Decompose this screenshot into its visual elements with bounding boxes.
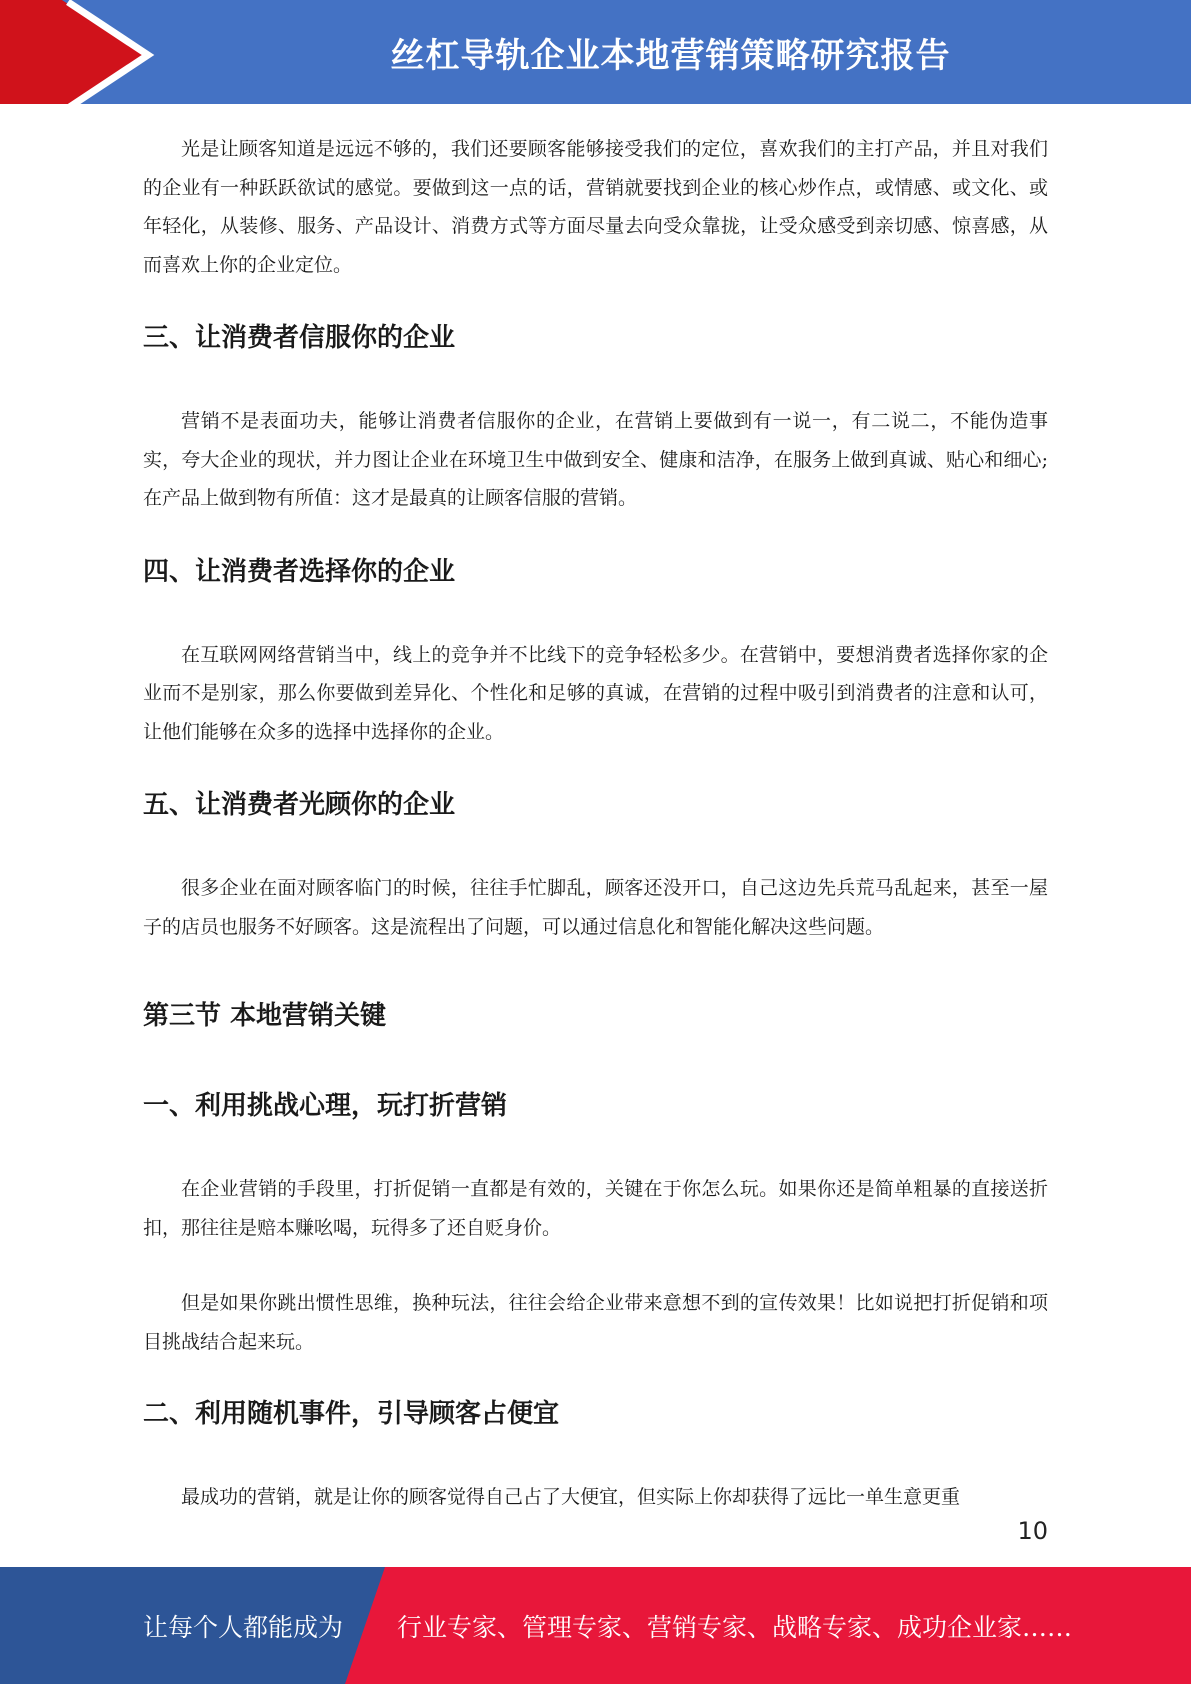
document-body	[143, 130, 1048, 1517]
document-title: 丝杠导轨企业本地营销策略研究报告	[390, 35, 951, 76]
paragraph-challenge: 但是如果你跳出惯性思维，换种玩法，往往会给企业带来意想不到的宣传效果！比如说把打折促销和项目挑战结合起来玩。	[143, 1292, 1048, 1353]
section-heading-4: 四、让消费者选择你的企业	[143, 556, 456, 587]
section-heading-5: 五、让消费者光顾你的企业	[143, 790, 456, 820]
paragraph-random-event: 最成功的营销，就是让你的顾客觉得自己占了大便宜，但实际上你却获得了远比一单生意更重	[181, 1486, 961, 1508]
chapter-section-heading: 第三节 本地营销关键	[143, 1001, 387, 1031]
footer-slogan-right: 行业专家、管理专家、营销专家、战略专家、成功企业家……	[397, 1612, 1073, 1642]
paragraph-intro: 光是让顾客知道是远远不够的，我们还要顾客能够接受我们的定位，喜欢我们的主打产品，并且对我们的企业有一种跃跃欲试的感觉。要做到这一点的话，营销就要找到企业的核心炒作点，或情感、或文化、或年轻化，从装修、服务、产品设计、消费方式等方面尽量去向受众靠拢，让受众感受到亲切感、惊喜感，从而喜欢上你的企业定位。	[143, 138, 1048, 276]
paragraph-trust: 营销不是表面功夫，能够让消费者信服你的企业，在营销上要做到有一说一，有二说二，不能伪造事实，夸大企业的现状，并力图让企业在环境卫生中做到安全、健康和洁净，在服务上做到真诚、贴心和细心;在产品上做到物有所值：这才是最真的让顾客信服的营销。	[143, 410, 1048, 509]
paragraph-discount: 在企业营销的手段里，打折促销一直都是有效的，关键在于你怎么玩。如果你还是简单粗暴的直接送折扣，那往往是赔本赚吆喝，玩得多了还自贬身价。	[143, 1178, 1048, 1239]
footer-slogan-left: 让每个人都能成为	[143, 1612, 344, 1642]
page-footer	[0, 1567, 1191, 1684]
paragraph-choose: 在互联网网络营销当中，线上的竞争并不比线下的竞争轻松多少。在营销中，要想消费者选择你家的企业而不是别家，那么你要做到差异化、个性化和足够的真诚，在营销的过程中吸引到消费者的注意和认可，让他们能够在众多的选择中选择你的企业。	[143, 643, 1048, 743]
section-heading-3: 三、让消费者信服你的企业	[143, 323, 456, 353]
section-heading-1: 一、利用挑战心理，玩打折营销	[143, 1091, 508, 1121]
page-number: 10	[1017, 1517, 1048, 1545]
page-header	[0, 0, 1191, 110]
paragraph-visit: 很多企业在面对顾客临门的时候，往往手忙脚乱，顾客还没开口，自己这边先兵荒马乱起来，甚至一屋子的店员也服务不好顾客。这是流程出了问题，可以通过信息化和智能化解决这些问题。	[143, 877, 1048, 938]
section-heading-2: 二、利用随机事件，引导顾客占便宜	[143, 1399, 560, 1429]
